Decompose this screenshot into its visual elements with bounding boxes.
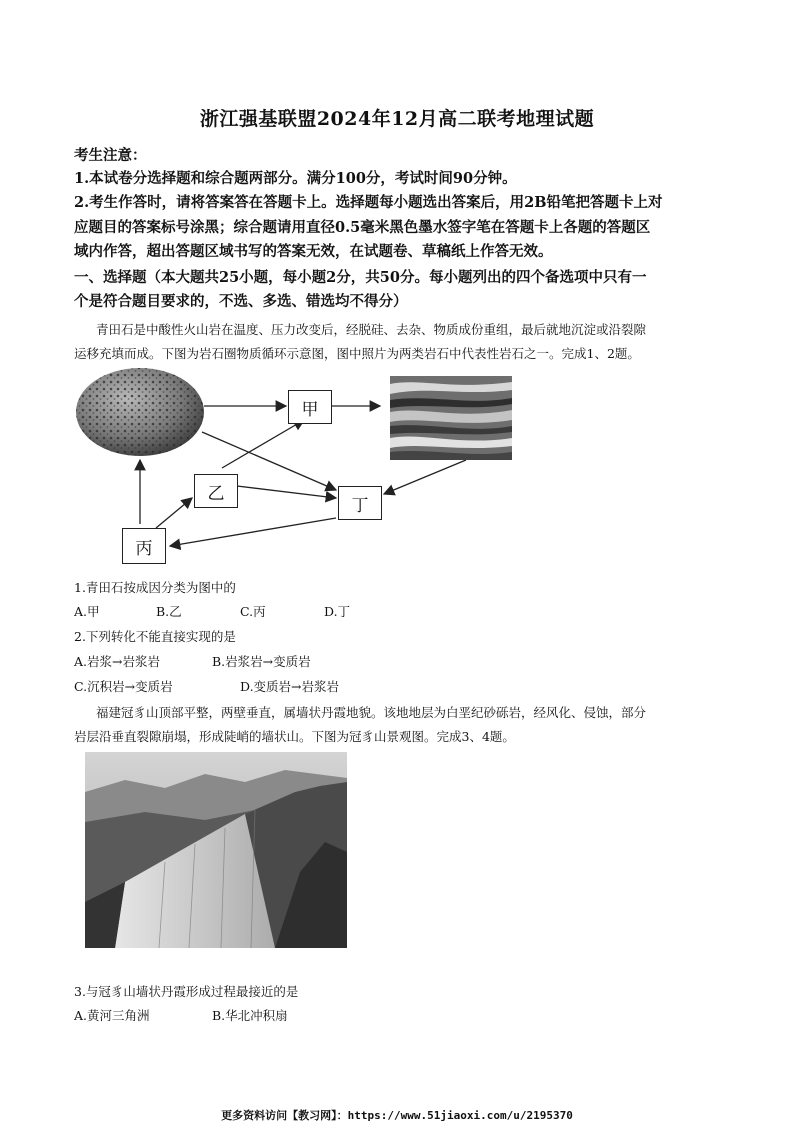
- q1-option-c: C.丙: [240, 604, 266, 619]
- rock-type-bing: 丙: [122, 528, 166, 564]
- q1-stem: 1.青田石按成因分类为图中的: [74, 580, 236, 595]
- q2-option-b: B.岩浆岩→变质岩: [212, 654, 311, 669]
- page-title: 浙江强基联盟2024年12月高二联考地理试题: [199, 108, 595, 130]
- q1-option-b: B.乙: [156, 604, 182, 619]
- q2-option-d: D.变质岩→岩浆岩: [240, 679, 340, 694]
- arrow-photo-to-ding: [384, 460, 466, 494]
- layered-rock-photo: [390, 376, 512, 460]
- rock-type-jia: 甲: [288, 390, 332, 424]
- q3-option-a: A.黄河三角洲: [74, 1008, 150, 1023]
- arrow-ding-to-bing: [170, 518, 336, 546]
- vesicular-rock-photo: [74, 366, 206, 458]
- rock-cycle-diagram: [74, 362, 524, 574]
- rock-type-ding: 丁: [338, 486, 382, 520]
- passage-1-line-1: 青田石是中酸性火山岩在温度、压力改变后，经脱硅、去杂、物质成份重组，最后就地沉淀或沿裂隙: [96, 322, 647, 337]
- footer-link[interactable]: 更多资料访问【教习网】：https://www.51jiaoxi.com/u/2195370: [221, 1109, 573, 1122]
- notice-item-2-line-3: 域内作答，超出答题区域书写的答案无效，在试题卷、草稿纸上作答无效。: [74, 243, 553, 260]
- notice-item-2-line-2: 应题目的答案标号涂黑；综合题请用直径0.5毫米黑色墨水签字笔在答题卡上各题的答题区: [74, 219, 651, 236]
- q1-option-d: D.丁: [324, 604, 351, 619]
- section-heading-line-1: 一、选择题（本大题共25小题，每小题2分，共50分。每小题列出的四个备选项中只有一: [74, 269, 647, 286]
- arrow-yi-to-ding: [237, 486, 336, 498]
- rock-type-yi: 乙: [194, 474, 238, 508]
- arrow-bing-to-yi: [156, 498, 192, 528]
- notice-item-2-line-1: 2.考生作答时，请将答案答在答题卡上。选择题每小题选出答案后，用2B铅笔把答题卡上对: [74, 194, 663, 211]
- q1-option-a: A.甲: [74, 604, 100, 619]
- q3-option-b: B.华北冲积扇: [212, 1008, 288, 1023]
- section-heading-line-2: 个是符合题目要求的，不选、多选、错选均不得分）: [74, 293, 408, 310]
- guanzhai-mountain-photo: [85, 752, 347, 948]
- notice-heading: 考生注意：: [74, 147, 147, 164]
- passage-1-line-2: 运移充填而成。下图为岩石圈物质循环示意图，图中照片为两类岩石中代表性岩石之一。完成1、2题。: [74, 346, 640, 361]
- q2-option-c: C.沉积岩→变质岩: [74, 679, 173, 694]
- passage-2-line-1: 福建冠豸山顶部平整，两壁垂直，属墙状丹霞地貌。该地地层为白垩纪砂砾岩，经风化、侵蚀，部分: [96, 705, 647, 720]
- notice-item-1: 1.本试卷分选择题和综合题两部分。满分100分，考试时间90分钟。: [74, 170, 517, 187]
- arrow-yi-to-jia: [222, 420, 304, 468]
- q2-option-a: A.岩浆→岩浆岩: [74, 654, 160, 669]
- q3-stem: 3.与冠豸山墙状丹霞形成过程最接近的是: [74, 984, 299, 999]
- passage-2-line-2: 岩层沿垂直裂隙崩塌，形成陡峭的墙状山。下图为冠豸山景观图。完成3、4题。: [74, 729, 515, 744]
- q2-stem: 2.下列转化不能直接实现的是: [74, 629, 236, 644]
